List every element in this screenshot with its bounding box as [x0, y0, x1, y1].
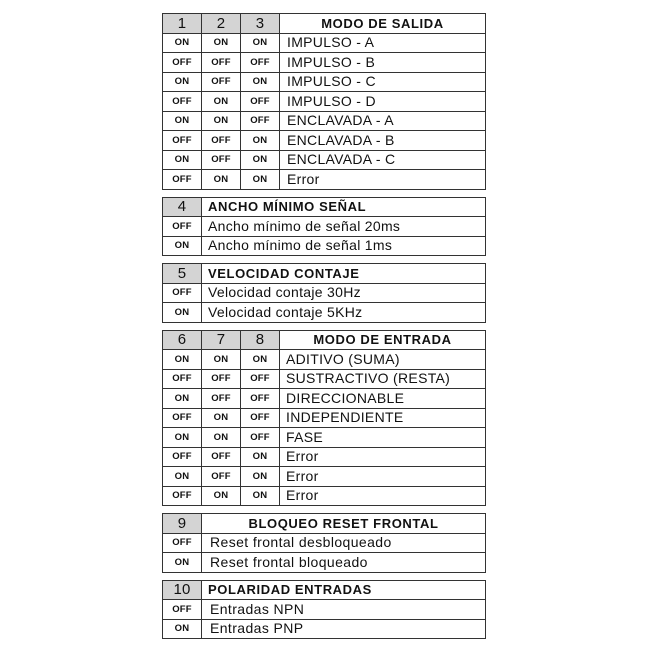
table-row [163, 33, 486, 53]
switch-state: ON [202, 170, 241, 190]
switch-state: ON [202, 428, 241, 448]
switch-state: ON [163, 553, 202, 573]
switch-state: OFF [163, 170, 202, 190]
switch-state: OFF [163, 217, 202, 237]
mode-label: IMPULSO - A [280, 33, 486, 53]
switch-state: OFF [163, 600, 202, 620]
switch-state: OFF [163, 283, 202, 303]
switch-state: ON [163, 389, 202, 409]
table-row [163, 150, 486, 170]
table-row [163, 533, 486, 553]
mode-label: IMPULSO - C [280, 72, 486, 92]
mode-label: IMPULSO - D [280, 92, 486, 112]
switch-state: ON [241, 486, 280, 506]
table-row [163, 447, 486, 467]
switch-state: ON [241, 150, 280, 170]
table-row [163, 283, 486, 303]
table-row [163, 92, 486, 112]
switch-state: ON [163, 350, 202, 370]
mode-label: ENCLAVADA - C [280, 150, 486, 170]
table-row [163, 428, 486, 448]
switch-state: ON [241, 350, 280, 370]
switch-state: ON [163, 72, 202, 92]
switch-state: OFF [163, 369, 202, 389]
switch-state: ON [241, 467, 280, 487]
switch-number: 9 [163, 514, 202, 534]
switch-state: OFF [202, 447, 241, 467]
switch-state: OFF [202, 53, 241, 73]
switch-state: OFF [241, 408, 280, 428]
switch-state: ON [163, 619, 202, 639]
table-row [163, 111, 486, 131]
switch-state: OFF [202, 150, 241, 170]
switch-state: OFF [202, 369, 241, 389]
section-title: BLOQUEO RESET FRONTAL [202, 514, 486, 534]
setting-label: Ancho mínimo de señal 20ms [202, 217, 486, 237]
table-row [163, 303, 486, 323]
switch-state: ON [241, 447, 280, 467]
table-row [163, 170, 486, 190]
mode-label: ADITIVO (SUMA) [280, 350, 486, 370]
switch-state: OFF [202, 72, 241, 92]
table-row [163, 72, 486, 92]
switch-state: OFF [202, 389, 241, 409]
switch-state: ON [163, 150, 202, 170]
switch-state: ON [202, 486, 241, 506]
mode-label: Error [280, 486, 486, 506]
table-row [163, 408, 486, 428]
header-row [163, 14, 486, 34]
table-velocidad-contaje [162, 263, 486, 323]
switch-state: OFF [163, 131, 202, 151]
mode-label: ENCLAVADA - A [280, 111, 486, 131]
switch-state: OFF [163, 533, 202, 553]
switch-state: ON [163, 428, 202, 448]
mode-label: ENCLAVADA - B [280, 131, 486, 151]
switch-state: ON [202, 408, 241, 428]
setting-label: Reset frontal bloqueado [202, 553, 486, 573]
switch-state: OFF [241, 428, 280, 448]
table-row [163, 600, 486, 620]
header-row [163, 330, 486, 350]
section-title: POLARIDAD ENTRADAS [202, 580, 486, 600]
setting-label: Velocidad contaje 30Hz [202, 283, 486, 303]
switch-number: 1 [163, 14, 202, 34]
switch-state: ON [241, 131, 280, 151]
mode-label: Error [280, 170, 486, 190]
switch-state: ON [241, 170, 280, 190]
switch-state: OFF [163, 53, 202, 73]
switch-number: 6 [163, 330, 202, 350]
switch-state: OFF [241, 92, 280, 112]
switch-state: ON [163, 33, 202, 53]
table-row [163, 131, 486, 151]
mode-label: DIRECCIONABLE [280, 389, 486, 409]
switch-state: OFF [163, 447, 202, 467]
setting-label: Reset frontal desbloqueado [202, 533, 486, 553]
switch-state: ON [202, 111, 241, 131]
setting-label: Entradas NPN [202, 600, 486, 620]
table-row [163, 486, 486, 506]
switch-number: 8 [241, 330, 280, 350]
table-modo-entrada [162, 330, 486, 507]
section-title: ANCHO MÍNIMO SEÑAL [202, 197, 486, 217]
switch-state: OFF [163, 486, 202, 506]
table-row [163, 553, 486, 573]
switch-number: 7 [202, 330, 241, 350]
switch-state: ON [202, 350, 241, 370]
table-row [163, 369, 486, 389]
switch-state: OFF [241, 389, 280, 409]
header-row [163, 580, 486, 600]
section-title: MODO DE SALIDA [280, 14, 486, 34]
table-ancho-minimo [162, 197, 486, 257]
table-row [163, 467, 486, 487]
setting-label: Velocidad contaje 5KHz [202, 303, 486, 323]
header-row [163, 514, 486, 534]
setting-label: Entradas PNP [202, 619, 486, 639]
switch-state: ON [202, 33, 241, 53]
table-row [163, 236, 486, 256]
setting-label: Ancho mínimo de señal 1ms [202, 236, 486, 256]
switch-state: ON [163, 467, 202, 487]
switch-state: OFF [202, 467, 241, 487]
switch-state: ON [202, 92, 241, 112]
switch-state: ON [163, 236, 202, 256]
switch-number: 4 [163, 197, 202, 217]
switch-state: ON [163, 303, 202, 323]
mode-label: SUSTRACTIVO (RESTA) [280, 369, 486, 389]
mode-label: Error [280, 467, 486, 487]
mode-label: FASE [280, 428, 486, 448]
table-polaridad-entradas [162, 580, 486, 640]
section-title: VELOCIDAD CONTAJE [202, 264, 486, 284]
switch-number: 2 [202, 14, 241, 34]
switch-state: OFF [163, 92, 202, 112]
table-row [163, 53, 486, 73]
switch-state: ON [241, 33, 280, 53]
table-row [163, 350, 486, 370]
section-title: MODO DE ENTRADA [280, 330, 486, 350]
table-bloqueo-reset [162, 513, 486, 573]
header-row [163, 264, 486, 284]
dip-switch-settings [162, 13, 486, 639]
table-row [163, 619, 486, 639]
mode-label: Error [280, 447, 486, 467]
switch-number: 3 [241, 14, 280, 34]
switch-state: OFF [241, 53, 280, 73]
table-modo-salida [162, 13, 486, 190]
switch-state: ON [163, 111, 202, 131]
table-row [163, 217, 486, 237]
switch-state: OFF [241, 111, 280, 131]
header-row [163, 197, 486, 217]
mode-label: IMPULSO - B [280, 53, 486, 73]
table-row [163, 389, 486, 409]
switch-number: 10 [163, 580, 202, 600]
switch-state: OFF [202, 131, 241, 151]
mode-label: INDEPENDIENTE [280, 408, 486, 428]
switch-state: ON [241, 72, 280, 92]
switch-state: OFF [163, 408, 202, 428]
switch-state: OFF [241, 369, 280, 389]
switch-number: 5 [163, 264, 202, 284]
